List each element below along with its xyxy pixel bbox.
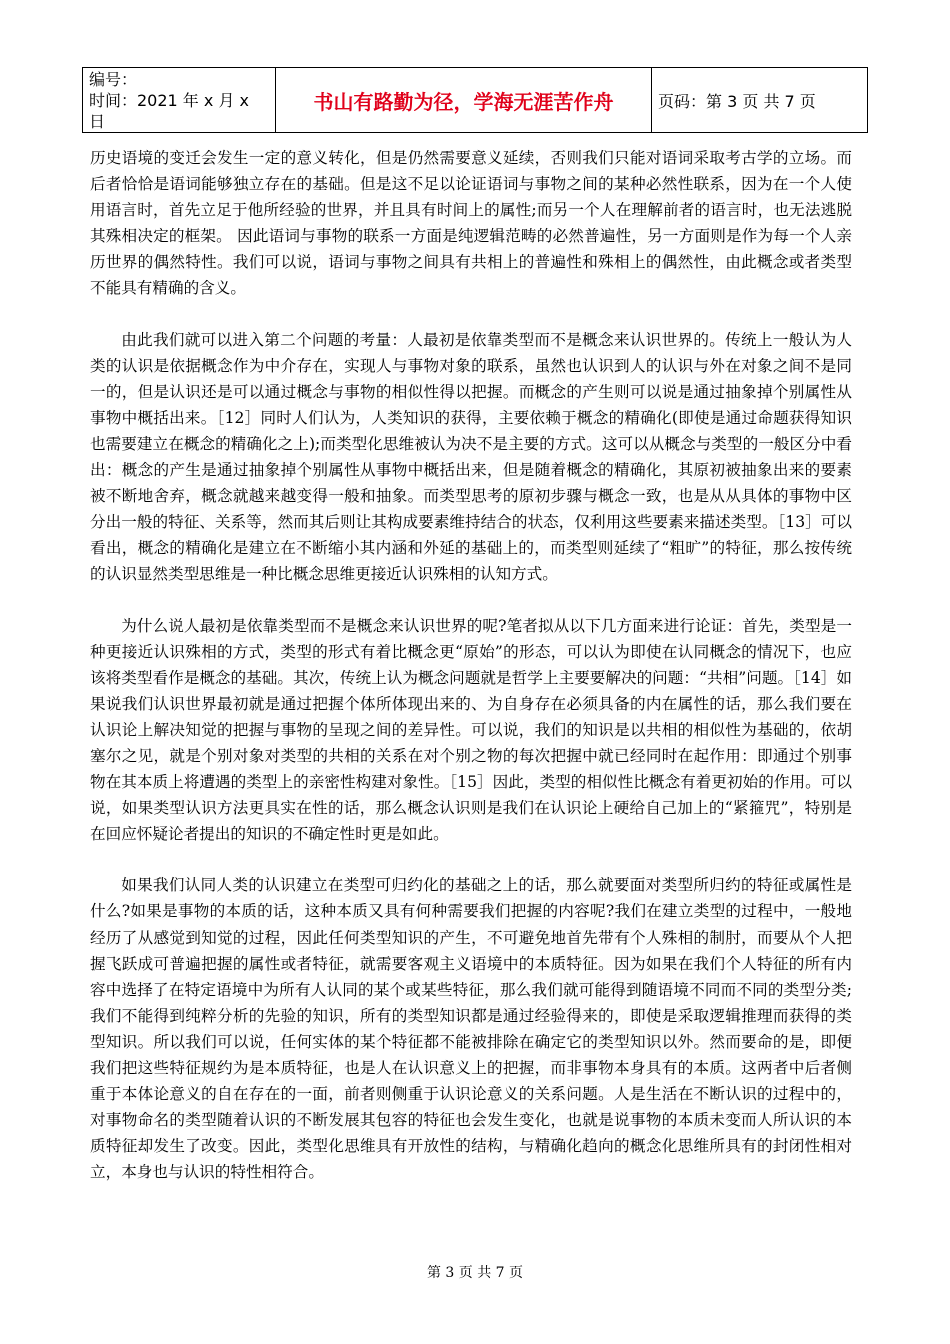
header-table <box>82 67 868 133</box>
document-body <box>90 145 852 1210</box>
date-label: 时间：2021 年 x 月 x 日 <box>89 90 250 131</box>
paragraph-3: 为什么说人最初是依靠类型而不是概念来认识世界的呢?笔者拟从以下几方面来进行论证：首先，类型是一种更接近认识殊相的方式，类型的形式有着比概念更“原始”的形态，可以认为即使在认同概念的情况下，也应该将类型看作是概念的基础。其次，传统上认为概念问题就是哲学上主要要解决的问题：“共相”问题。［14］如果说我们认识世界最初就是通过把握个体所体现出来的、为自身存在必须具备的内在属性的话，那么我们要在认识论上解决知觉的把握与事物的呈现之间的差异性。可以说，我们的知识是以共相的相似性为基础的，依胡塞尔之见，就是个别对象对类型的共相的关系在对个别之物的每次把握中就已经同时在起作用：即通过个别事物在其本质上将遭遇的类型上的亲密性构建对象性。［15］因此，类型的相似性比概念有着更初始的作用。可以说，如果类型认识方法更具实在性的话，那么概念认识则是我们在认识论上硬给自己加上的“紧箍咒”，特别是在回应怀疑论者提出的知识的不确定性时更是如此。 <box>90 616 852 844</box>
page-indicator: 页码：第 3 页 共 7 页 <box>652 68 868 133</box>
serial-label: 编号： <box>89 69 138 89</box>
motto: 书山有路勤为径，学海无涯苦作舟 <box>276 68 652 133</box>
paragraph-1: 历史语境的变迁会发生一定的意义转化，但是仍然需要意义延续，否则我们只能对语词采取考古学的立场。而后者恰恰是语词能够独立存在的基础。但是这不足以论证语词与事物之间的某种必然性联系，因为在一个人使用语言时，首先立足于他所经验的世界，并且具有时间上的属性;而另一个人在理解前者的语言时，也无法逃脱其殊相决定的框架。 因此语词与事物的联系一方面是纯逻辑范畴的必然普遍性，另一方面则是作为每一个人亲历世界的偶然特性。我们可以说，语词与事物之间具有共相上的普遍性和殊相上的偶然性，由此概念或者类型不能具有精确的含义。 <box>90 149 852 298</box>
page-footer: 第 3 页 共 7 页 <box>426 1265 524 1281</box>
paragraph-4: 如果我们认同人类的认识建立在类型可归约化的基础之上的话，那么就要面对类型所归约的特征或属性是什么?如果是事物的本质的话，这种本质又具有何种需要我们把握的内容呢?我们在建立类型的过程中，一般地经历了从感觉到知觉的过程，因此任何类型知识的产生，不可避免地首先带有个人殊相的制肘，而要从个人把握飞跃成可普遍把握的属性或者特征，就需要客观主义语境中的本质特征。因为如果在我们个人特征的所有内容中选择了在特定语境中为所有人认同的某个或某些特征，那么我们就可能得到随语境不同而不同的类型分类;我们不能得到纯粹分析的先验的知识，所有的类型知识都是通过经验得来的，即使是采取逻辑推理而获得的类型知识。所以我们可以说，任何实体的某个特征都不能被排除在确定它的类型知识以外。然而要命的是，即便我们把这些特征规约为是本质特征，也是人在认识意义上的把握，而非事物本身具有的本质。这两者中后者侧重于本体论意义的自在存在的一面，前者则侧重于认识论意义的关系问题。人是生活在不断认识的过程中的，对事物命名的类型随着认识的不断发展其包容的特征也会发生变化，也就是说事物的本质未变而人所认识的本质特征却发生了改变。因此，类型化思维具有开放性的结构，与精确化趋向的概念化思维所具有的封闭性相对立，本身也与认识的特性相符合。 <box>90 876 852 1182</box>
paragraph-2: 由此我们就可以进入第二个问题的考量：人最初是依靠类型而不是概念来认识世界的。传统上一般认为人类的认识是依据概念作为中介存在，实现人与事物对象的联系，虽然也认识到人的认识与外在对象之间不是同一的，但是认识还是可以通过概念与事物的相似性得以把握。而概念的产生则可以说是通过抽象掉个别属性从事物中概括出来。［12］同时人们认为，人类知识的获得，主要依赖于概念的精确化(即使是通过命题获得知识也需要建立在概念的精确化之上);而类型化思维被认为决不是主要的方式。这可以从概念与类型的一般区分中看出：概念的产生是通过抽象掉个别属性从事物中概括出来，但是随着概念的精确化，其原初被抽象出来的要素被不断地舍弃，概念就越来越变得一般和抽象。而类型思考的原初步骤与概念一致，也是从从具体的事物中区分出一般的特征、关系等，然而其后则让其构成要素维持结合的状态，仅利用这些要素来描述类型。［13］可以看出，概念的精确化是建立在不断缩小其内涵和外延的基础上的，而类型则延续了“粗旷”的特征，那么按传统的认识显然类型思维是一种比概念思维更接近认识殊相的认知方式。 <box>90 330 852 584</box>
header-meta <box>83 68 276 133</box>
